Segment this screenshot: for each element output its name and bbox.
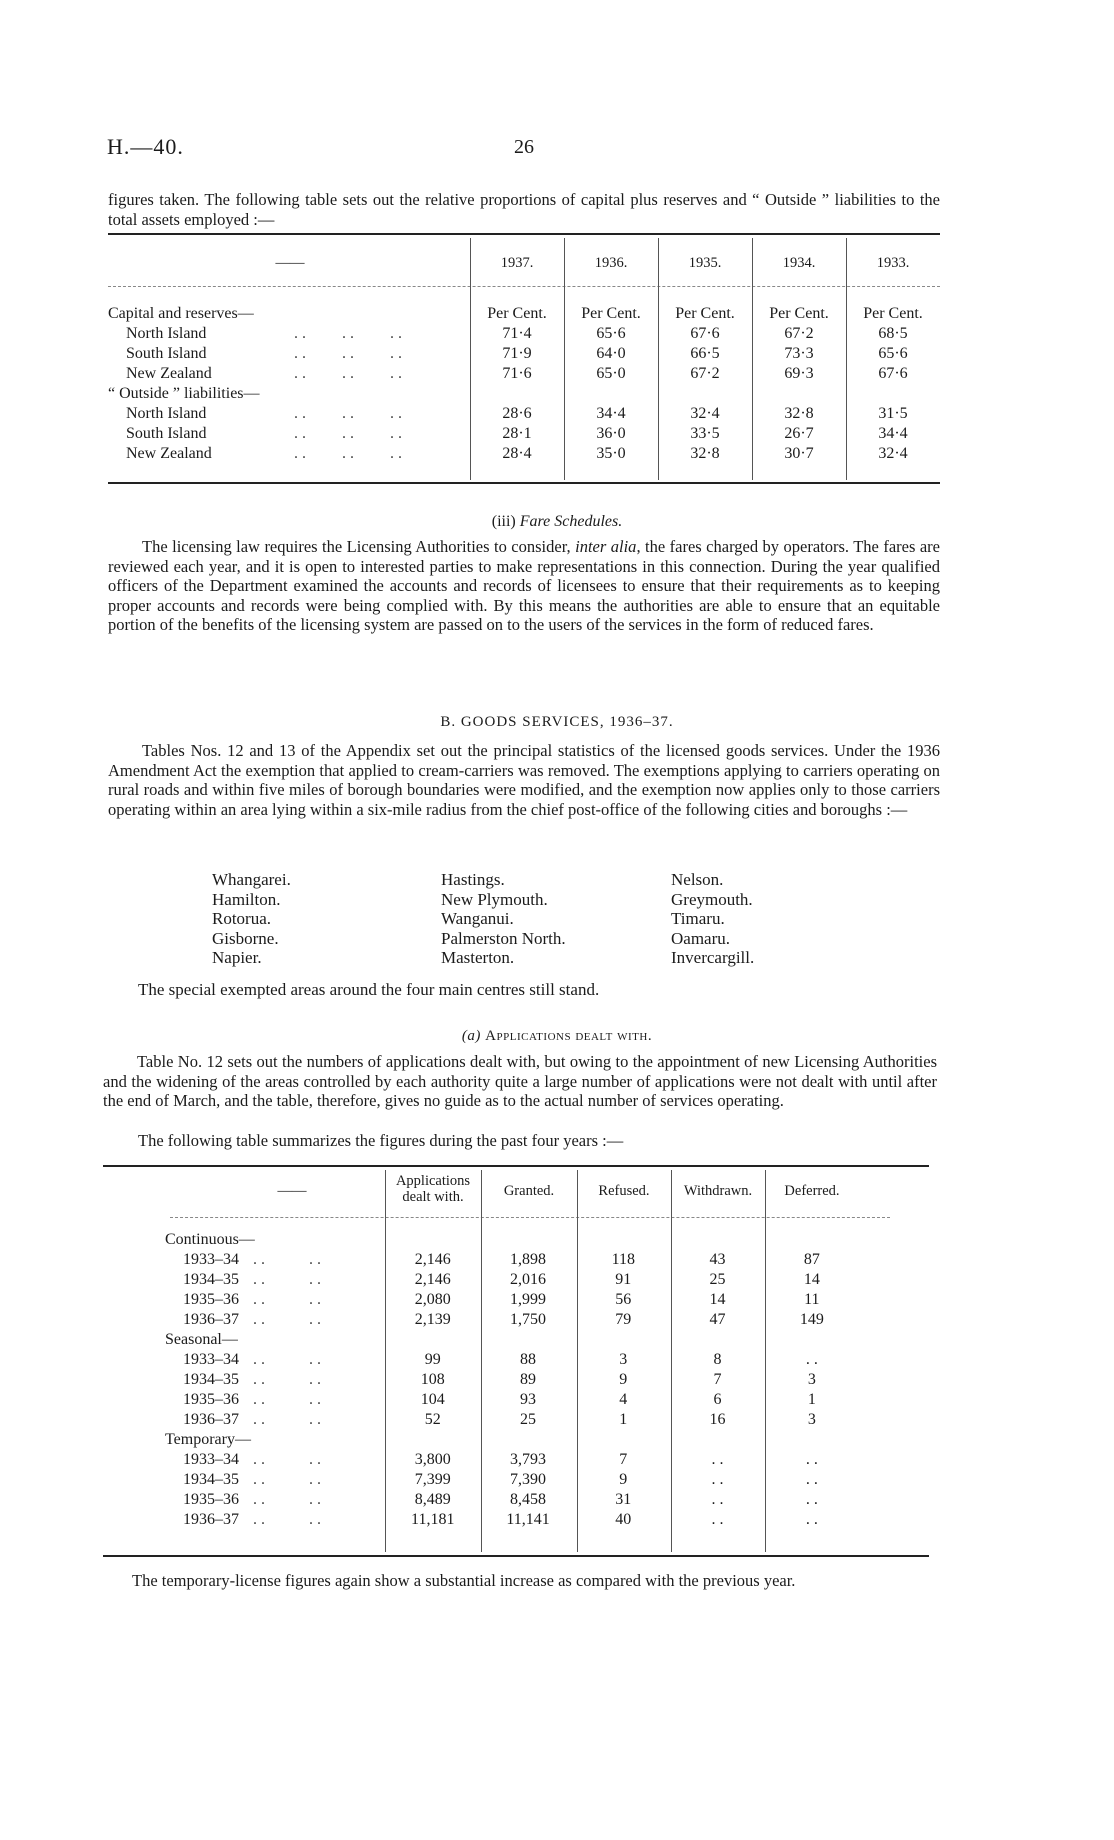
applications-heading: (a) Applications dealt with. [461,1028,653,1044]
cell-value: 65·0 [596,365,626,382]
row-label: 1933–34 [183,1251,239,1268]
cell-value: 8 [713,1351,722,1368]
cell-value: 66·5 [690,345,720,362]
cell-value: 118 [611,1251,635,1268]
cell-value: 104 [420,1391,445,1408]
table1-bottom-rule [108,482,940,484]
town-name: Invercargill. [671,948,755,967]
cell-value: 65·6 [596,325,626,342]
cell-value: 28·6 [502,405,532,422]
table2-col-header: Granted. [503,1183,555,1199]
table2-col-header: Applications dealt with. [395,1173,471,1205]
page-number: 26 [514,136,534,158]
cell-value: 67·6 [878,365,908,382]
table-row [165,1430,859,1450]
table-row: 1934–35 . . . . 108 89 9 7 3 [165,1370,859,1390]
cell-value: 14 [709,1291,726,1308]
row-label: 1935–36 [183,1391,239,1408]
towns-column-3 [671,870,754,968]
table1-col-header: 1934. [782,255,816,271]
table2-col-header: Deferred. [784,1183,840,1199]
cell-value: 67·2 [784,325,814,342]
goods-services-heading: B. GOODS SERVICES, 1936–37. [440,714,674,730]
cell-value: 28·4 [502,445,532,462]
table-row: New Zealand . . . . . . 28·4 35·0 32·8 30·7 32·4 [108,444,940,464]
cell-value: 9 [619,1371,628,1388]
cell-value: 73·3 [784,345,814,362]
town-name: Palmerston North. [441,928,566,948]
cell-value: 108 [420,1371,445,1388]
table-row [108,384,940,404]
unit-label: Per Cent. [487,305,547,322]
table1-col-header: 1936. [594,255,628,271]
cell-value: 11,181 [411,1511,455,1528]
town-name: Whangarei. [212,870,291,889]
table2-col-header: Withdrawn. [683,1183,753,1199]
town-name: Masterton. [441,948,515,967]
table-row: North Island . . . . . . 28·6 34·4 32·4 32·8 31·5 [108,404,940,424]
cell-value: 26·7 [784,425,814,442]
town-name: Wanganui. [441,909,514,928]
row-label: 1936–37 [183,1311,239,1328]
table1-col-header: 1933. [876,255,910,271]
table-row: South Island . . . . . . 71·9 64·0 66·5 73·3 65·6 [108,344,940,364]
cell-value: 25 [709,1271,726,1288]
cell-value: . . [805,1351,818,1368]
row-label: South Island [126,425,207,442]
cell-value: 68·5 [878,325,908,342]
row-label: New Zealand [126,365,212,382]
cell-value: 88 [520,1351,537,1368]
table-row: 1936–37 . . . . 2,139 1,750 79 47 149 [165,1310,859,1330]
group-label: Temporary— [165,1431,251,1448]
group-label: Seasonal— [165,1331,238,1348]
cell-value: 67·6 [690,325,720,342]
table1-top-rule [108,233,940,235]
cell-value: 3 [807,1371,816,1388]
fare-schedules-paragraph: The licensing law requires the Licensing Authorities to consider, inter alia, the fares charged by operators. The fares are reviewed each year, and it is open to interested parties to make representations in this connection. During the year qualified officers of the Department examined the accounts and records of licensees to ensure that their requirements as to keeping proper accounts and records were being complied with. By this means the authorities are able to ensure that an equitable portion of the benefits of the licensing system are passed on to the users of the services in the form of reduced fares. [108,537,940,634]
cell-value: . . [711,1471,724,1488]
cell-value: 67·2 [690,365,720,382]
cell-value: 1,999 [510,1291,547,1308]
cell-value: 3 [619,1351,628,1368]
table-row: North Island . . . . . . 71·4 65·6 67·6 67·2 68·5 [108,324,940,344]
town-name: Rotorua. [212,909,272,928]
table-row: 1935–36 . . . . 104 93 4 6 1 [165,1390,859,1410]
cell-value: 87 [803,1251,820,1268]
town-name: New Plymouth. [441,889,548,909]
row-label: 1934–35 [183,1271,239,1288]
cell-value: 65·6 [878,345,908,362]
cell-value: 11,141 [506,1511,550,1528]
row-label: North Island [126,325,207,342]
table-row: 1936–37 . . . . 52 25 1 16 3 [165,1410,859,1430]
table2-col-header: Refused. [598,1183,650,1199]
cell-value: 30·7 [784,445,814,462]
group-label: Capital and reserves— [108,305,254,322]
town-name: Hastings. [441,870,505,889]
cell-value: 71·4 [502,325,532,342]
towns-column-1 [212,870,291,968]
cell-value: 34·4 [596,405,626,422]
cell-value: 79 [615,1311,632,1328]
cell-value: 8,458 [510,1491,547,1508]
cell-value: 71·6 [502,365,532,382]
cell-value: 14 [803,1271,820,1288]
document-reference: H.—40. [107,134,184,159]
cell-value: 56 [615,1291,632,1308]
row-label: 1933–34 [183,1351,239,1368]
cell-value: 32·8 [690,445,720,462]
intro-paragraph: figures taken. The following table sets out the relative proportions of capital plus reserves and “ Outside ” liabilities to the total assets employed :— [108,190,940,229]
applications-paragraph: Table No. 12 sets out the numbers of applications dealt with, but owing to the appointment of new Licensing Authorities and the widening of the areas controlled by each authority quite a large number of applications were not dealt with until after the end of March, and the table, therefore, gives no guide as to the actual number of services operating. [103,1052,937,1110]
town-name: Greymouth. [671,889,753,909]
unit-label: Per Cent. [769,305,829,322]
cell-value: 7 [713,1371,722,1388]
row-label: North Island [126,405,207,422]
cell-value: 7,390 [510,1471,547,1488]
table-row: 1934–35 . . . . 2,146 2,016 91 25 14 [165,1270,859,1290]
table-row: 1935–36 . . . . 8,489 8,458 31 . . . . [165,1490,859,1510]
row-label: South Island [126,345,207,362]
cell-value: 3,793 [510,1451,547,1468]
cell-value: 9 [619,1471,628,1488]
cell-value: 1,750 [510,1311,547,1328]
cell-value: 69·3 [784,365,814,382]
town-name: Oamaru. [671,928,731,948]
cell-value: . . [711,1451,724,1468]
table-row: 1933–34 . . . . 3,800 3,793 7 . . . . [165,1450,859,1470]
exempted-areas-paragraph: The special exempted areas around the four main centres still stand. [138,980,600,999]
cell-value: 89 [520,1371,537,1388]
row-label: 1936–37 [183,1511,239,1528]
table1-header-rule [108,286,940,287]
table1-col-header: 1935. [688,255,722,271]
table-row: 1935–36 . . . . 2,080 1,999 56 14 11 [165,1290,859,1310]
cell-value: 71·9 [502,345,532,362]
group-label: Continuous— [165,1231,255,1248]
cell-value: 36·0 [596,425,626,442]
cell-value: 1 [619,1411,628,1428]
table-row: 1934–35 . . . . 7,399 7,390 9 . . . . [165,1470,859,1490]
cell-value: 91 [615,1271,632,1288]
cell-value: . . [805,1451,818,1468]
cell-value: 35·0 [596,445,626,462]
cell-value: . . [711,1491,724,1508]
closing-paragraph: The temporary-license figures again show a substantial increase as compared with the previous year. [132,1571,796,1590]
cell-value: 2,016 [510,1271,547,1288]
cell-value: 99 [424,1351,441,1368]
town-name: Gisborne. [212,928,279,948]
cell-value: 32·4 [878,445,908,462]
cell-value: 16 [709,1411,726,1428]
cell-value: 34·4 [878,425,908,442]
cell-value: 2,080 [414,1291,451,1308]
cell-value: 7 [619,1451,628,1468]
cell-value: 6 [713,1391,722,1408]
table2-stub-header: —— [277,1183,307,1199]
cell-value: 32·4 [690,405,720,422]
row-label: 1936–37 [183,1411,239,1428]
cell-value: 2,146 [414,1251,451,1268]
row-label: 1935–36 [183,1491,239,1508]
table1-stub-header: —— [275,255,305,271]
cell-value: 149 [799,1311,824,1328]
row-label: 1934–35 [183,1471,239,1488]
table2-body [165,1230,859,1530]
group-label: “ Outside ” liabilities— [108,385,260,402]
town-name: Hamilton. [212,889,281,909]
unit-label: Per Cent. [863,305,923,322]
table2-header-rule [170,1217,890,1218]
row-label: 1934–35 [183,1371,239,1388]
cell-value: . . [711,1511,724,1528]
unit-label: Per Cent. [675,305,735,322]
table2-bottom-rule [103,1555,929,1557]
cell-value: 47 [709,1311,726,1328]
table-row: 1933–34 . . . . 2,146 1,898 118 43 87 [165,1250,859,1270]
table1-body [108,304,940,464]
cell-value: 4 [619,1391,628,1408]
cell-value: 11 [804,1291,820,1308]
cell-value: 31 [615,1491,632,1508]
cell-value: 1,898 [510,1251,547,1268]
cell-value: 1 [807,1391,816,1408]
town-name: Napier. [212,948,262,967]
table-row: South Island . . . . . . 28·1 36·0 33·5 26·7 34·4 [108,424,940,444]
cell-value: 3,800 [414,1451,451,1468]
table-row: 1933–34 . . . . 99 88 3 8 . . [165,1350,859,1370]
summary-paragraph: The following table summarizes the figures during the past four years :— [138,1131,624,1150]
cell-value: 31·5 [878,405,908,422]
cell-value: 40 [615,1511,632,1528]
cell-value: 7,399 [414,1471,451,1488]
cell-value: 32·8 [784,405,814,422]
cell-value: 64·0 [596,345,626,362]
row-label: 1933–34 [183,1451,239,1468]
cell-value: 25 [520,1411,537,1428]
table1-col-header: 1937. [500,255,534,271]
towns-column-2 [441,870,566,968]
unit-label: Per Cent. [581,305,641,322]
table-row [108,304,940,324]
town-name: Timaru. [671,909,725,928]
cell-value: 2,139 [414,1311,451,1328]
goods-services-paragraph: Tables Nos. 12 and 13 of the Appendix set out the principal statistics of the licensed goods services. Under the 1936 Amendment Act the exemption that applied to cream-carriers was removed. The exemptions applying to carriers operating on rural roads and within five miles of borough boundaries were modified, and the exemption now applies only to those carriers operating within an area lying within a six-mile radius from the chief post-office of the following cities and boroughs :— [108,741,940,819]
table-row [165,1230,859,1250]
cell-value: 93 [520,1391,537,1408]
cell-value: . . [805,1511,818,1528]
fare-schedules-heading: (iii) Fare Schedules. [491,513,623,530]
cell-value: 3 [807,1411,816,1428]
row-label: New Zealand [126,445,212,462]
cell-value: 52 [424,1411,441,1428]
table-row [165,1330,859,1350]
cell-value: . . [805,1491,818,1508]
table-row: New Zealand . . . . . . 71·6 65·0 67·2 69·3 67·6 [108,364,940,384]
table2-top-rule [103,1165,929,1167]
town-name: Nelson. [671,870,724,889]
cell-value: 8,489 [414,1491,451,1508]
cell-value: 43 [709,1251,726,1268]
cell-value: 28·1 [502,425,532,442]
cell-value: . . [805,1471,818,1488]
cell-value: 2,146 [414,1271,451,1288]
cell-value: 33·5 [690,425,720,442]
table-row: 1936–37 . . . . 11,181 11,141 40 . . . . [165,1510,859,1530]
row-label: 1935–36 [183,1291,239,1308]
